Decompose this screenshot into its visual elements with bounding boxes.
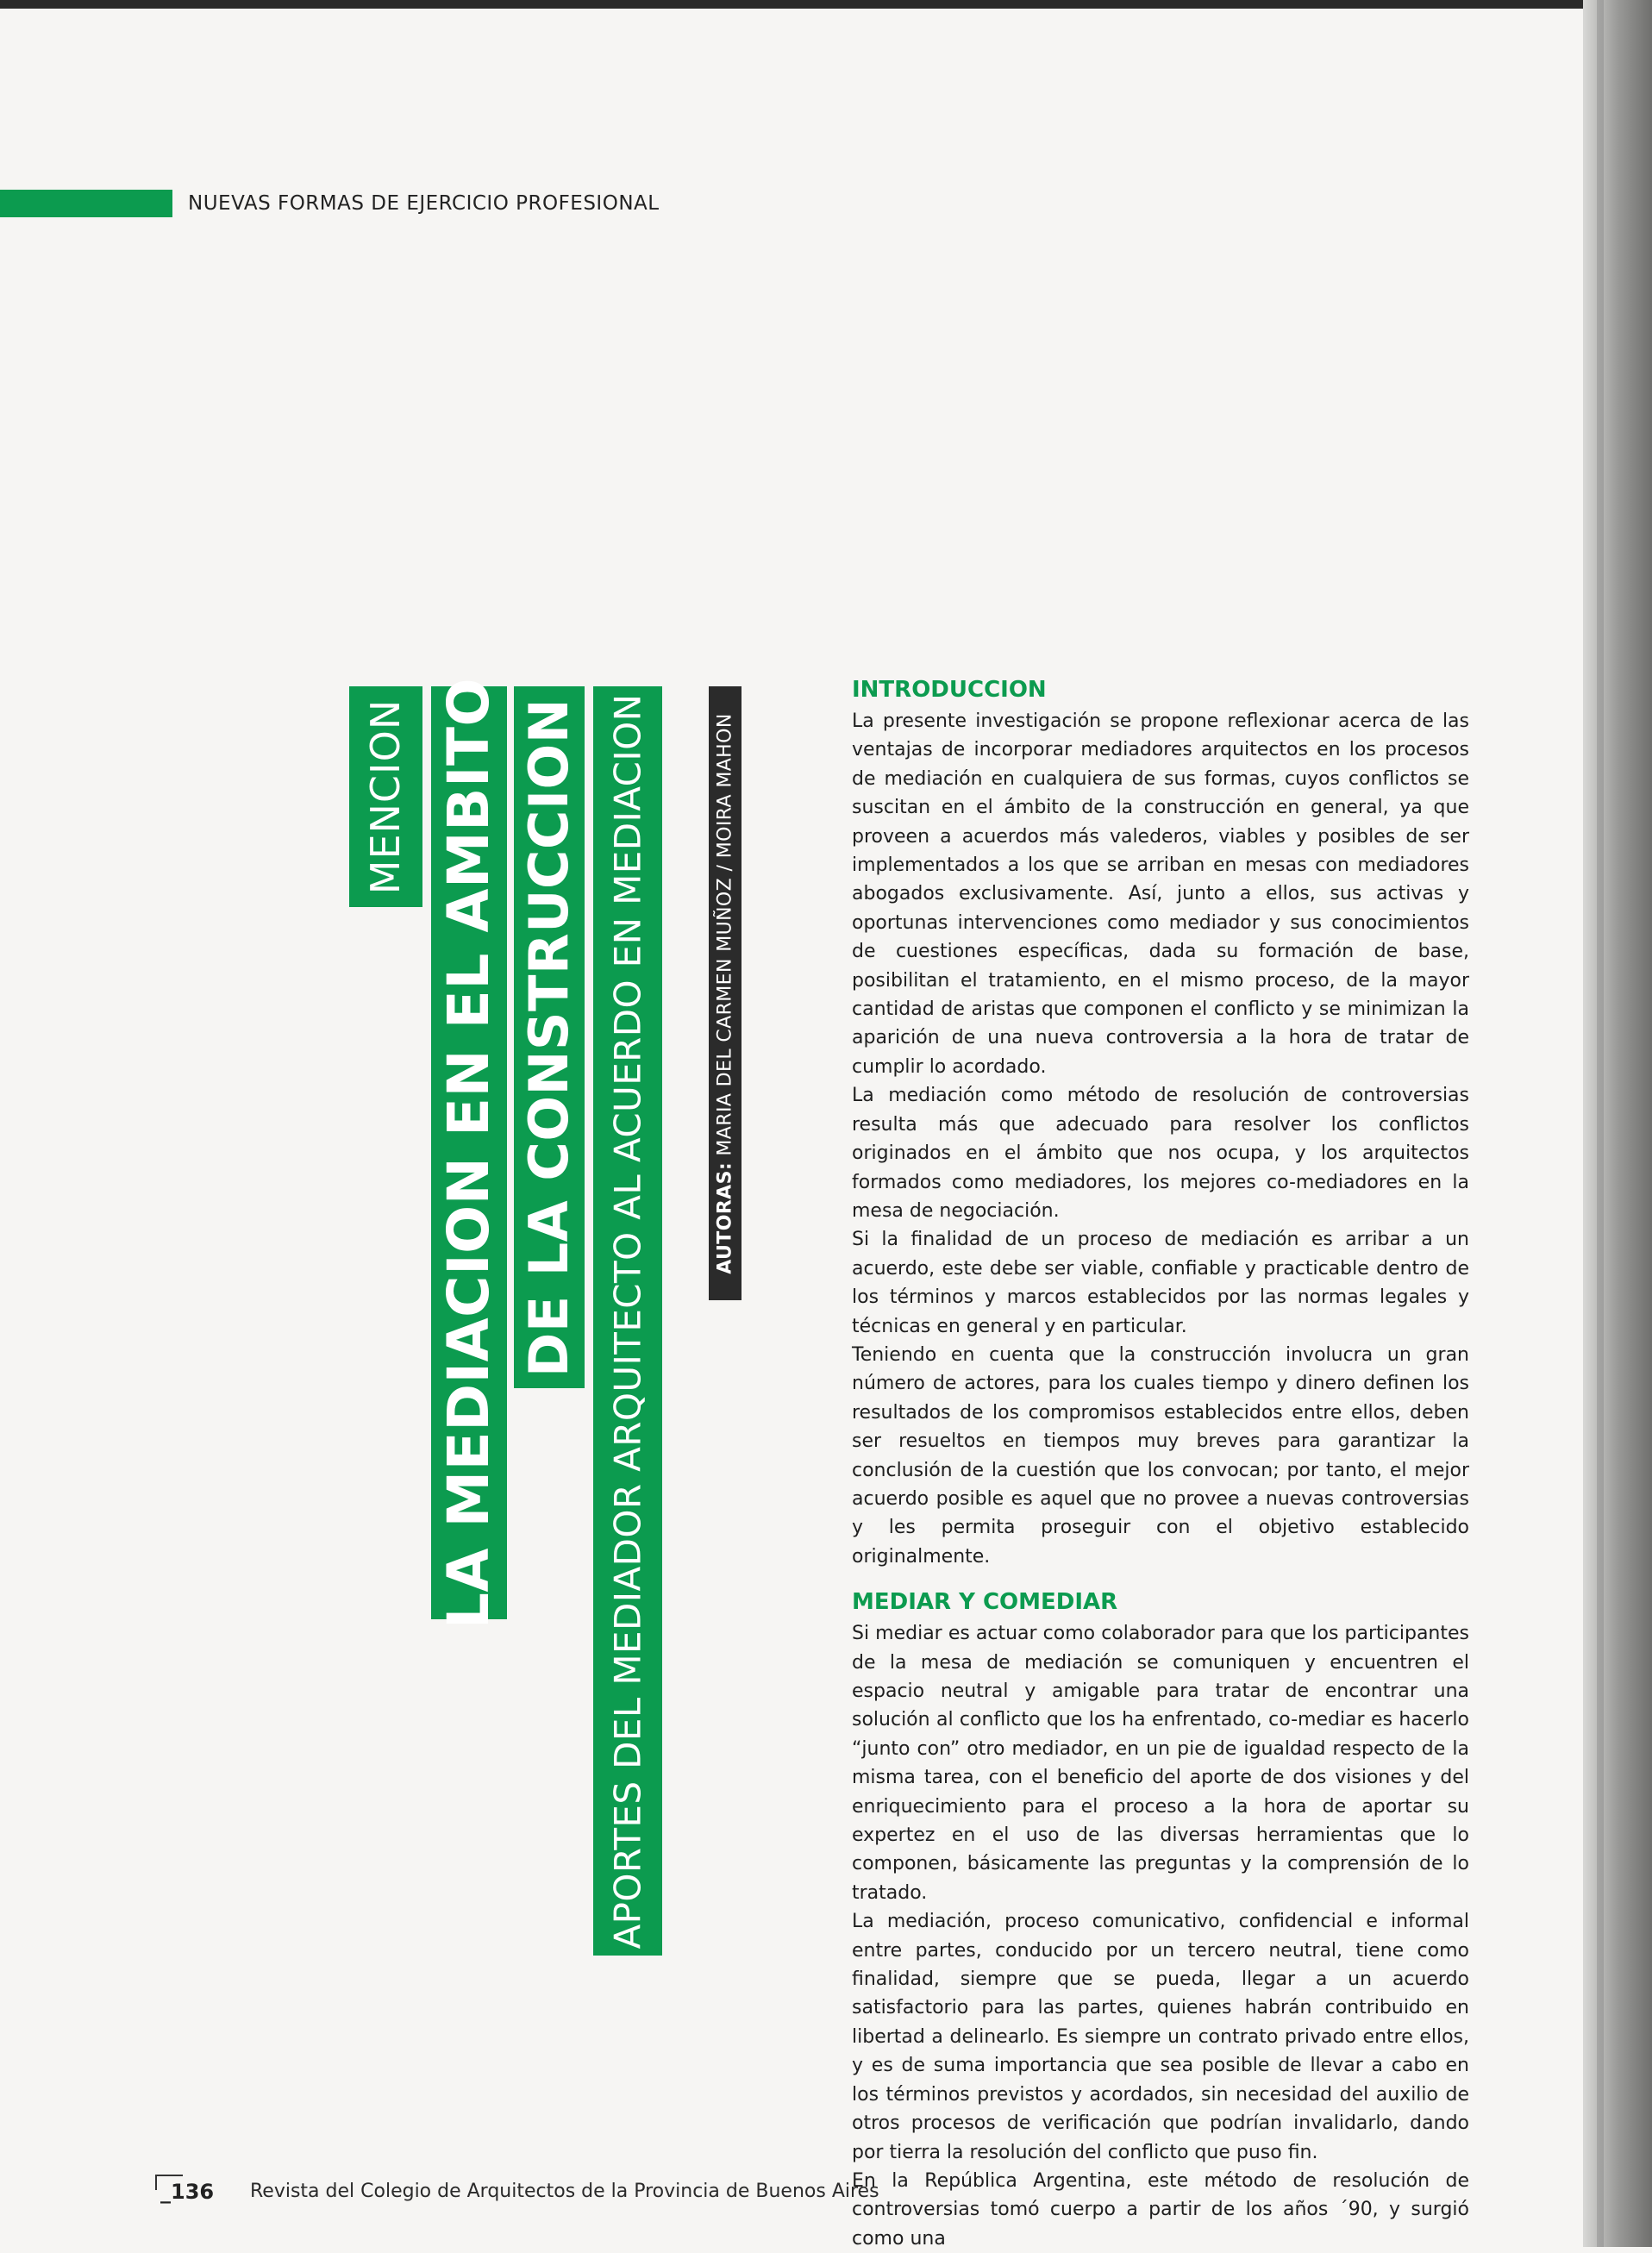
- title-line2: DE LA CONSTRUCCION: [517, 698, 581, 1377]
- authors-band: [709, 686, 742, 1300]
- authors-label: AUTORAS:: [714, 1161, 736, 1274]
- top-edge-line: [0, 0, 1652, 9]
- paragraph: Teniendo en cuenta que la construcción involucra un gran número de actores, para los cuales tiempo y dinero definen los resultados de los compromisos establecidos entre ellos, deben ser resueltos en tiempos muy breves para garantizar la conclusión de la cuestión que los convocan; por tanto, el mejor acuerdo posible es aquel que no provee a nuevas controversias y les permita proseguir con el objetivo establecido originalmente.: [852, 1343, 1469, 1568]
- title-band-line1: [431, 677, 507, 1629]
- paragraph: Si mediar es actuar como colaborador para que los participantes de la mesa de mediación se comuniquen y encuentren el espacio neutral y amigable para tratar de encontrar una solución al conflicto que los ha enfrentado, co-mediar es hacerlo “junto con” otro mediador, en un pie de igualdad respecto de la misma tarea, con el beneficio del aporte de dos visiones y del enriquecimiento para el proceso a la hora de aportar su expertez en el uso de las diversas herramientas que lo componen, básicamente las preguntas y la comprensión de lo tratado.: [852, 1623, 1469, 1904]
- section-title: NUEVAS FORMAS DE EJERCICIO PROFESIONAL: [188, 192, 660, 215]
- publication-name: Revista del Colegio de Arquitectos de la Provincia de Buenos Aires: [250, 2181, 879, 2202]
- section-accent-bar: [0, 190, 172, 217]
- subtitle-band: [593, 686, 662, 1956]
- page-number: _136: [160, 2180, 215, 2204]
- paragraph: En la República Argentina, este método de resolución de controversias tomó cuerpo a partir de los años ´90, y surgió como una: [852, 2169, 1469, 2250]
- article-body: [852, 674, 1469, 2253]
- section-heading-mediar: MEDIAR Y COMEDIAR: [852, 1589, 1118, 1616]
- paragraph: La mediación, proceso comunicativo, confidencial e informal entre partes, conducido por un tercero neutral, tiene como finalidad, siempre que se pueda, llegar a un acuerdo satisfactorio para las partes, quienes habrán contribuido en libertad a delinearlo. Es siempre un contrato privado entre ellos, y es de suma importancia que sea posible de llevar a cabo en los términos previstos y acordados, sin necesidad del auxilio de otros procesos de verificación que podrían invalidarlo, dando por tierra la resolución del conflicto que puso fin.: [852, 1911, 1469, 2163]
- authors-names: MARIA DEL CARMEN MUÑOZ / MOIRA MAHON: [714, 712, 736, 1162]
- paragraph: La mediación como método de resolución de controversias resulta más que adecuado para resolver los conflictos originados en el ámbito que nos ocupa, y los arquitectos formados como mediadores, los mejores co-mediadores en la mesa de negociación.: [852, 1085, 1469, 1222]
- mencion-label: MENCION: [362, 698, 410, 895]
- title-line1: LA MEDIACION EN EL AMBITO: [435, 677, 503, 1629]
- authors-line: [715, 713, 736, 1274]
- section-heading-introduccion: INTRODUCCION: [852, 677, 1047, 703]
- title-band-line2: [514, 686, 585, 1388]
- page-gutter-shadow: [1583, 0, 1652, 2247]
- subtitle: APORTES DEL MEDIADOR ARQUITECTO AL ACUERDO EN MEDIACION: [606, 693, 649, 1949]
- mencion-band: [349, 686, 422, 907]
- gutter-line: [1597, 0, 1604, 2247]
- paragraph: La presente investigación se propone reflexionar acerca de las ventajas de incorporar mediadores arquitectos en los procesos de mediación en cualquiera de sus formas, cuyos conflictos se suscitan en el ámbito de la construcción en general, ya que proveen a acuerdos más valederos, viables y posibles de ser implementados a los que se arriban en mesas con mediadores abogados exclusivamente. Así, junto a ellos, sus activas y oportunas intervenciones como mediador y sus conocimientos de cuestiones específicas, dada su formación de base, posibilitan el tratamiento, en el mismo proceso, de la mayor cantidad de aristas que componen el conflicto y se minimizan la aparición de una nueva controversia a la hora de tratar de cumplir lo acordado.: [852, 710, 1469, 1078]
- paragraph: Si la finalidad de un proceso de mediación es arribar a un acuerdo, este debe ser viable, confiable y practicable dentro de los términos y marcos establecidos por las normas legales y técnicas en general y en particular.: [852, 1229, 1469, 1337]
- section-spacer: [852, 1571, 1469, 1586]
